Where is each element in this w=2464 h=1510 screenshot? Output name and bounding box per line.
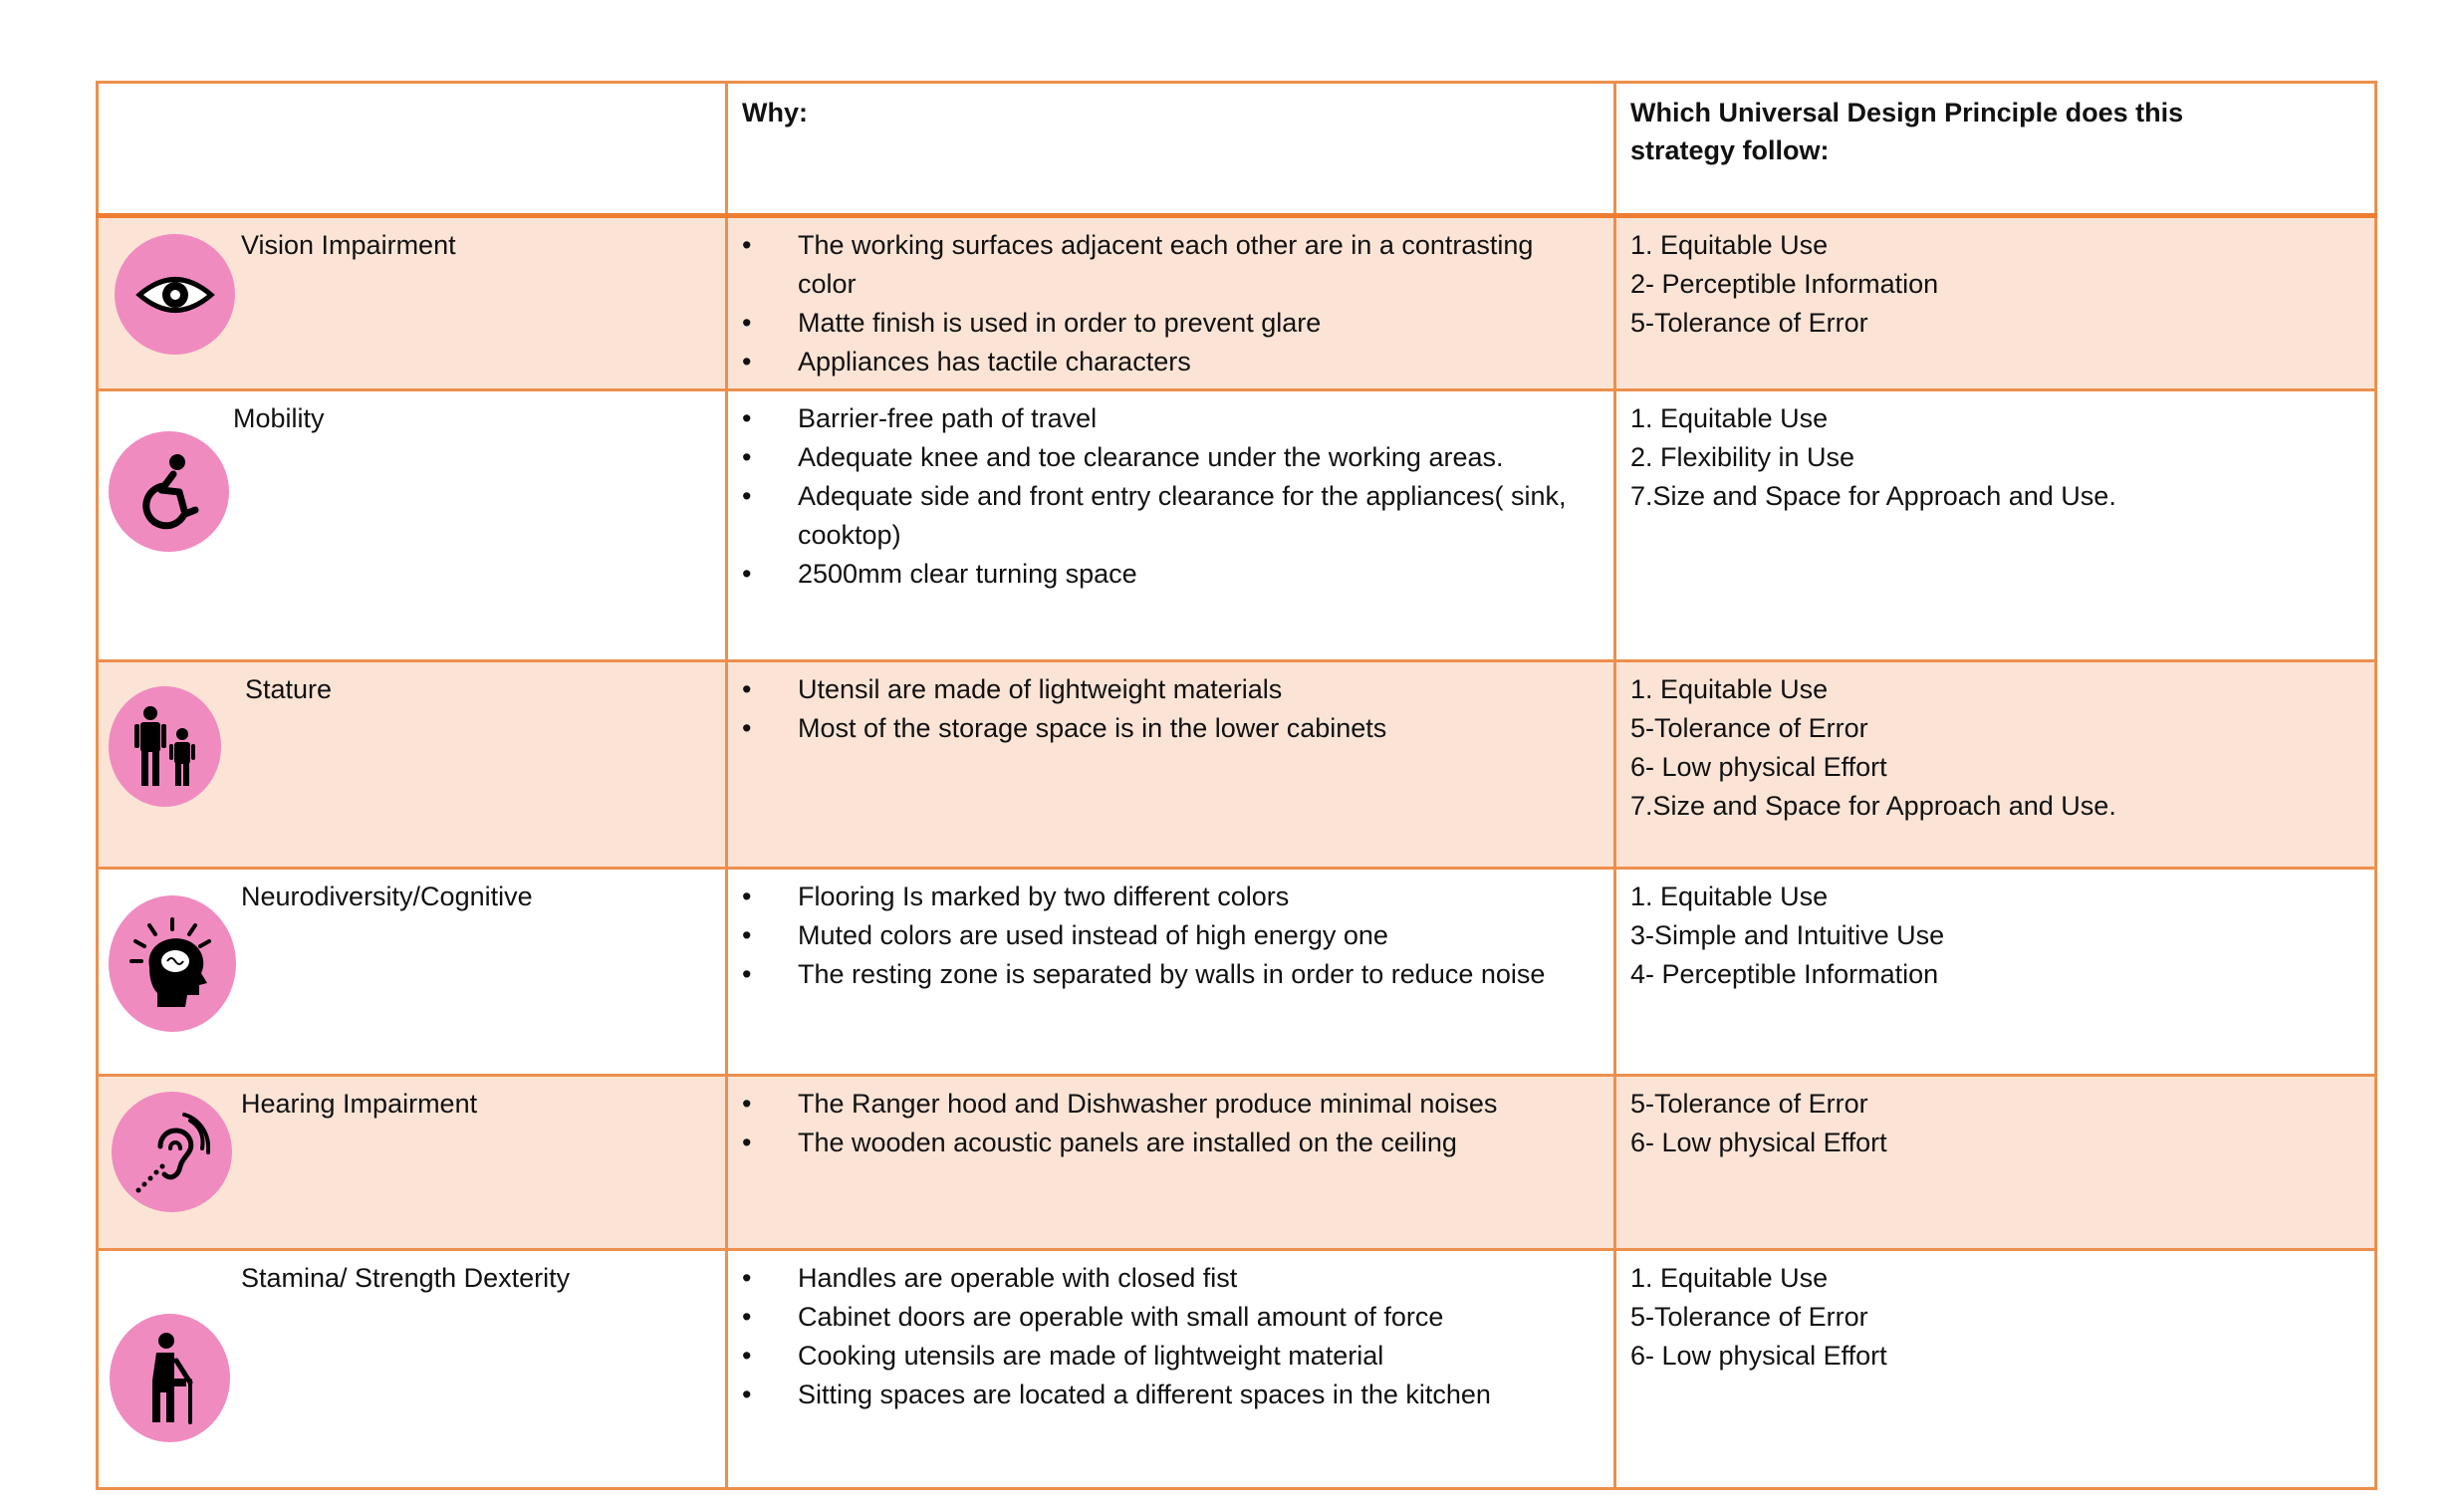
why-item: • Muted colors are used instead of high energy one [742, 916, 1594, 955]
why-item: • Sitting spaces are located a different spaces in the kitchen [742, 1376, 1594, 1414]
why-item: • Most of the storage space is in the lower cabinets [742, 709, 1594, 748]
table-row [98, 661, 2376, 869]
header-principle-cell [1615, 83, 2376, 216]
principle-item: 4- Perceptible Information [1630, 959, 1939, 989]
why-item: • Adequate knee and toe clearance under the working areas. [742, 438, 1594, 477]
principle-item: 5-Tolerance of Error [1630, 308, 1868, 338]
category-cell [98, 869, 727, 1076]
category-cell [98, 390, 727, 661]
table-row [98, 869, 2376, 1076]
principle-cell [1615, 216, 2376, 390]
principle-item: 5-Tolerance of Error [1630, 1089, 1868, 1119]
principle-item: 6- Low physical Effort [1630, 752, 1887, 782]
why-item: • Flooring Is marked by two different colors [742, 878, 1594, 916]
head-brain-icon [109, 895, 236, 1032]
why-cell [727, 869, 1615, 1076]
principle-item: 7.Size and Space for Approach and Use. [1630, 791, 2116, 821]
category-label: Stature [245, 674, 333, 704]
table-row [98, 1250, 2376, 1489]
category-cell [98, 661, 727, 869]
principle-item: 6- Low physical Effort [1630, 1128, 1887, 1157]
person-with-cane-icon [110, 1314, 230, 1442]
why-cell [727, 216, 1615, 390]
wheelchair-icon [109, 431, 229, 552]
why-item: • Barrier-free path of travel [742, 399, 1594, 438]
why-item: • 2500mm clear turning space [742, 555, 1594, 594]
table-row [98, 216, 2376, 390]
category-cell [98, 216, 727, 390]
principle-cell [1615, 1250, 2376, 1489]
why-item: • Utensil are made of lightweight materials [742, 670, 1594, 709]
principle-cell [1615, 869, 2376, 1076]
why-item: • Cabinet doors are operable with small amount of force [742, 1298, 1594, 1337]
principle-item: 7.Size and Space for Approach and Use. [1630, 481, 2116, 511]
principle-item: 3-Simple and Intuitive Use [1630, 920, 1945, 950]
why-item: • Appliances has tactile characters [742, 343, 1594, 381]
why-cell [727, 1250, 1615, 1489]
eye-icon [115, 234, 235, 355]
why-item: • Handles are operable with closed fist [742, 1259, 1594, 1298]
principle-cell [1615, 661, 2376, 869]
principle-item: 6- Low physical Effort [1630, 1341, 1887, 1371]
header-principle: Which Universal Design Principle does this strategy follow: [1630, 98, 2184, 165]
header-why-cell [727, 83, 1615, 216]
table-row [98, 1076, 2376, 1250]
why-item: • The wooden acoustic panels are installed on the ceiling [742, 1124, 1594, 1162]
principle-item: 1. Equitable Use [1630, 230, 1829, 260]
category-label: Mobility [233, 403, 325, 433]
principle-cell [1615, 390, 2376, 661]
category-cell [98, 1076, 727, 1250]
header-why: Why: [742, 98, 808, 127]
category-cell [98, 1250, 727, 1489]
header-category-cell [98, 83, 727, 216]
principle-item: 1. Equitable Use [1630, 1263, 1829, 1293]
why-item: • The working surfaces adjacent each other are in a contrasting color [742, 226, 1594, 304]
category-label: Neurodiversity/Cognitive [241, 881, 533, 911]
universal-design-table [96, 81, 2377, 1490]
why-cell [727, 661, 1615, 869]
category-label: Hearing Impairment [241, 1089, 478, 1119]
adult-child-icon [109, 686, 221, 807]
why-item: • Adequate side and front entry clearance for the appliances( sink, cooktop) [742, 477, 1594, 555]
principle-item: 5-Tolerance of Error [1630, 713, 1868, 743]
why-item: • The Ranger hood and Dishwasher produce minimal noises [742, 1085, 1594, 1124]
principle-item: 2. Flexibility in Use [1630, 442, 1855, 472]
principle-item: 1. Equitable Use [1630, 403, 1829, 433]
header-row [98, 83, 2376, 216]
ear-icon [112, 1092, 232, 1212]
principle-item: 5-Tolerance of Error [1630, 1302, 1868, 1332]
principle-item: 2- Perceptible Information [1630, 269, 1939, 299]
category-label: Stamina/ Strength Dexterity [241, 1263, 571, 1293]
why-cell [727, 1076, 1615, 1250]
table-row [98, 390, 2376, 661]
principle-cell [1615, 1076, 2376, 1250]
why-item: • Matte finish is used in order to prevent glare [742, 304, 1594, 343]
principle-item: 1. Equitable Use [1630, 674, 1829, 704]
why-item: • The resting zone is separated by walls in order to reduce noise [742, 955, 1594, 994]
category-label: Vision Impairment [241, 230, 456, 260]
principle-item: 1. Equitable Use [1630, 881, 1829, 911]
why-item: • Cooking utensils are made of lightweight material [742, 1337, 1594, 1376]
why-cell [727, 390, 1615, 661]
